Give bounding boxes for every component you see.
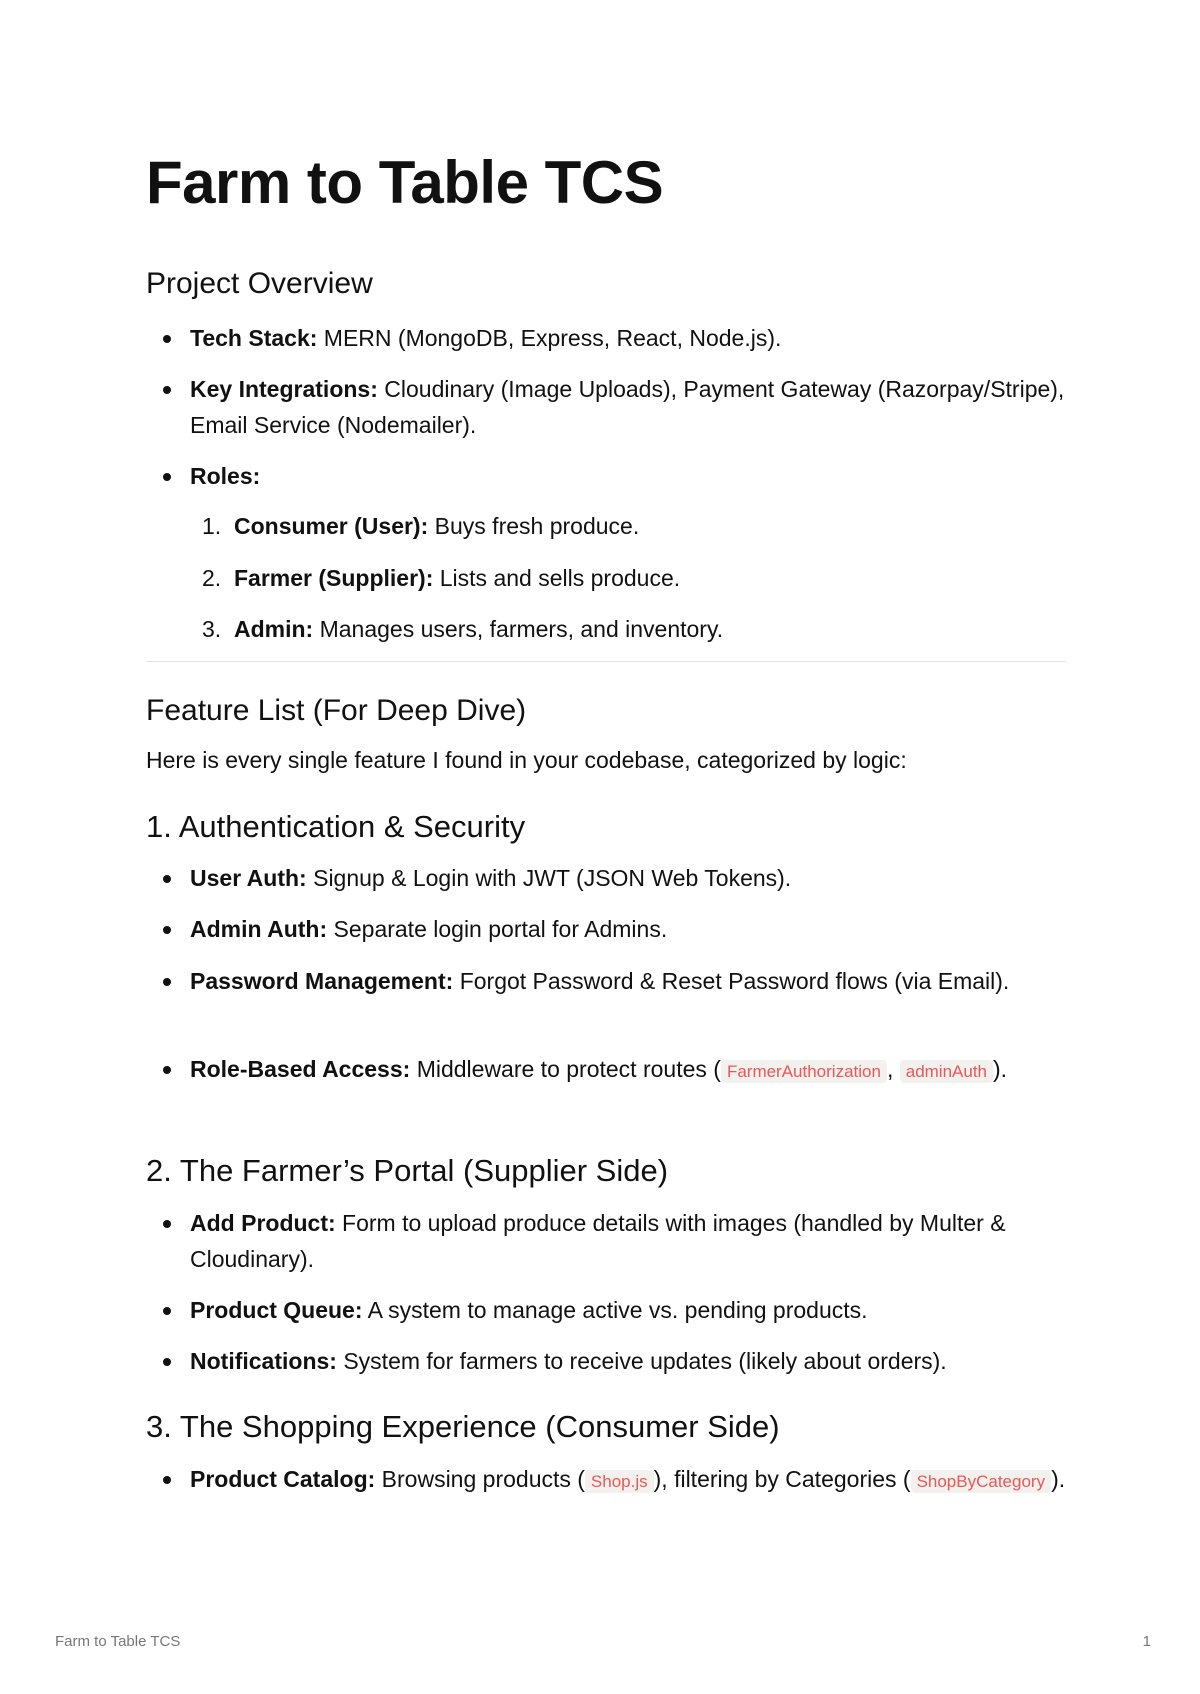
list-item-role-based-access: Role-Based Access: Middleware to protect routes ( FarmerAuthorization , adminAuth ). — [146, 1051, 1066, 1090]
inline-code-farmerauthorization: FarmerAuthorization — [721, 1060, 887, 1083]
feature-list-intro: Here is every single feature I found in your codebase, categorized by logic: — [146, 747, 907, 773]
section-heading-feature-list: Feature List (For Deep Dive) — [146, 694, 527, 727]
list-item-password-management: Password Management: Forgot Password & Reset Password flows (via Email). — [146, 963, 1066, 999]
list-item-add-product: Add Product: Form to upload produce details with images (handled by Multer & Cloudinary). — [146, 1205, 1066, 1277]
section-heading-project-overview: Project Overview — [146, 267, 373, 300]
list-item-user-auth: User Auth: Signup & Login with JWT (JSON Web Tokens). — [146, 860, 1066, 896]
role-item-admin: 3. Admin: Manages users, farmers, and inventory. — [202, 616, 724, 642]
inline-code-shop-js: Shop.js — [585, 1470, 654, 1493]
list-item-admin-auth: Admin Auth: Separate login portal for Admins. — [146, 911, 1066, 947]
list-item-product-catalog: Product Catalog: Browsing products ( Shop.js ), filtering by Categories ( ShopByCategory ). — [146, 1461, 1066, 1500]
role-item-farmer: 2. Farmer (Supplier): Lists and sells produce. — [202, 565, 681, 591]
footer-document-title: Farm to Table TCS — [55, 1633, 181, 1650]
list-item-tech-stack: Tech Stack: MERN (MongoDB, Express, React, Node.js). — [146, 320, 1066, 356]
section-heading-farmer-portal: 2. The Farmer’s Portal (Supplier Side) — [146, 1153, 669, 1188]
inline-code-adminauth: adminAuth — [900, 1060, 993, 1083]
list-item-product-queue: Product Queue: A system to manage active vs. pending products. — [146, 1292, 1066, 1328]
section-divider — [146, 661, 1066, 662]
document-title: Farm to Table TCS — [146, 149, 664, 216]
list-item-key-integrations: Key Integrations: Cloudinary (Image Uploads), Payment Gateway (Razorpay/Stripe), Email Service (Nodemailer). — [146, 371, 1066, 443]
list-item-notifications: Notifications: System for farmers to receive updates (likely about orders). — [146, 1343, 1066, 1379]
section-heading-auth: 1. Authentication & Security — [146, 809, 526, 844]
list-item-roles: Roles: — [146, 458, 1066, 494]
section-heading-shopping-experience: 3. The Shopping Experience (Consumer Side) — [146, 1409, 780, 1444]
footer-page-number: 1 — [1142, 1633, 1151, 1650]
role-item-consumer: 1. Consumer (User): Buys fresh produce. — [202, 513, 640, 539]
inline-code-shopbycategory: ShopByCategory — [911, 1470, 1052, 1493]
